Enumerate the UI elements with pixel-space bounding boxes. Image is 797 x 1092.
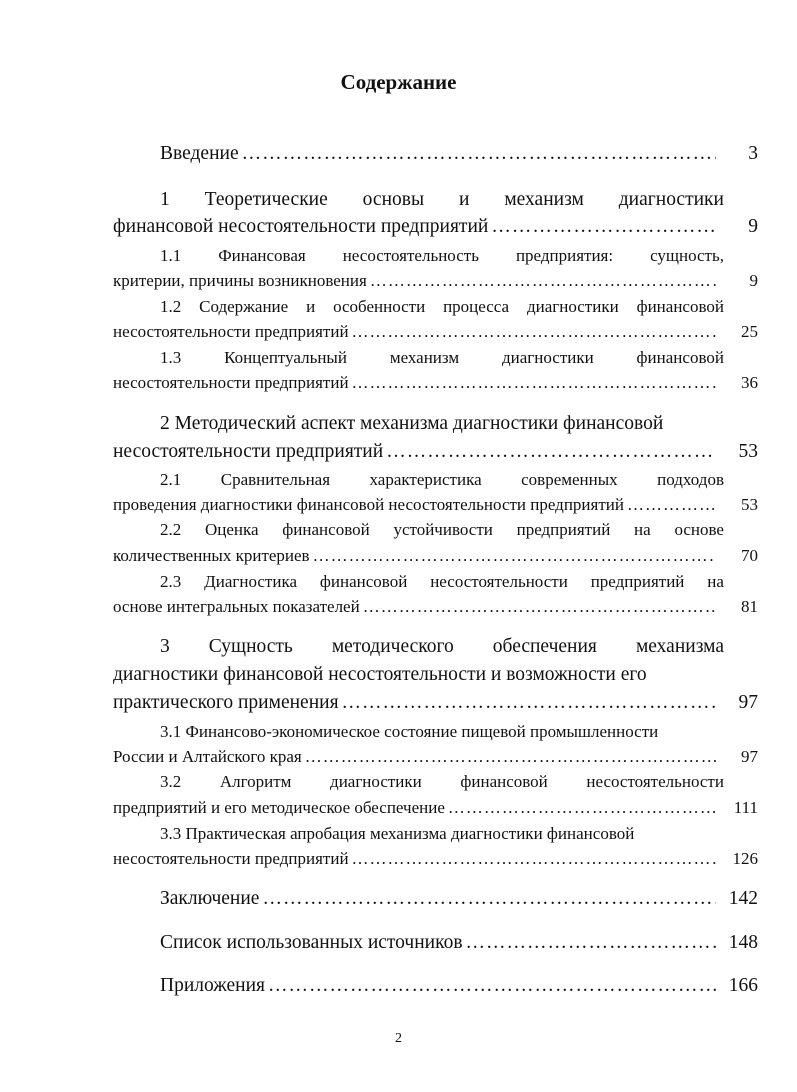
toc-sources[interactable] bbox=[160, 932, 724, 954]
toc-s22-page: 70 bbox=[741, 546, 758, 565]
w: и bbox=[306, 297, 316, 316]
toc-ch1-page: 9 bbox=[748, 216, 758, 237]
toc-intro[interactable] bbox=[160, 143, 724, 165]
w: методического bbox=[331, 636, 454, 657]
w: характеристика bbox=[369, 470, 482, 489]
toc-ch2-text: несостоятельности предприятий bbox=[113, 441, 384, 462]
w: 3.2 bbox=[160, 772, 182, 791]
toc-s13-text: несостоятельности предприятий bbox=[113, 373, 349, 392]
toc-s12-page: 25 bbox=[741, 322, 758, 341]
toc-s33-line2[interactable] bbox=[113, 849, 724, 869]
toc-ch3-line1[interactable] bbox=[160, 636, 724, 658]
w: финансовой bbox=[282, 520, 370, 539]
toc-s11-line2[interactable] bbox=[113, 271, 724, 291]
toc-intro-page: 3 bbox=[748, 143, 758, 164]
w: Финансовая bbox=[218, 246, 306, 265]
w: 1 bbox=[160, 189, 170, 210]
w: финансовой bbox=[636, 297, 724, 316]
toc-s23-line1[interactable] bbox=[160, 572, 724, 592]
w: 2.1 bbox=[160, 470, 182, 489]
toc-s21-line2[interactable] bbox=[113, 495, 724, 515]
toc-s12-line2[interactable] bbox=[113, 322, 724, 342]
w: Алгоритм bbox=[219, 772, 292, 791]
w: 2.2 bbox=[160, 520, 182, 539]
toc-ch3-line2[interactable]: диагностики финансовой несостоятельности и возможности его bbox=[113, 664, 647, 685]
w: диагностики bbox=[330, 772, 422, 791]
w: и bbox=[458, 189, 470, 210]
w: несостоятельности bbox=[430, 572, 568, 591]
toc-s21-page: 53 bbox=[741, 495, 758, 514]
w: подходов bbox=[657, 470, 724, 489]
w: современных bbox=[521, 470, 618, 489]
toc-s23-text: основе интегральных показателей bbox=[113, 597, 360, 616]
toc-sources-text: Список использованных источников bbox=[160, 932, 463, 953]
w: 1.1 bbox=[160, 246, 182, 265]
w: финансовой bbox=[636, 348, 724, 367]
w: несостоятельности bbox=[586, 772, 724, 791]
toc-s12-text: несостоятельности предприятий bbox=[113, 322, 349, 341]
toc-s31-line2[interactable] bbox=[113, 747, 724, 767]
toc-s21-line1[interactable] bbox=[160, 470, 724, 490]
w: Теоретические bbox=[204, 189, 328, 210]
toc-sources-page: 148 bbox=[728, 932, 758, 953]
toc-conclusion-page: 142 bbox=[728, 888, 758, 909]
w: Содержание bbox=[199, 297, 289, 316]
toc-s11-line1[interactable] bbox=[160, 246, 724, 266]
toc-s22-line2[interactable] bbox=[113, 546, 724, 566]
toc-s33-page: 126 bbox=[732, 849, 758, 868]
toc-s12-line1[interactable] bbox=[160, 297, 724, 317]
toc-s23-line2[interactable] bbox=[113, 597, 724, 617]
toc-s31-text: России и Алтайского края bbox=[113, 747, 302, 766]
w: 1.2 bbox=[160, 297, 182, 316]
w: предприятий bbox=[516, 520, 611, 539]
w: финансовой bbox=[319, 572, 408, 591]
w: механизма bbox=[635, 636, 724, 657]
w: диагностики bbox=[526, 297, 619, 316]
toc-s11-page: 9 bbox=[749, 271, 758, 290]
toc-s32-text: предприятий и его методическое обеспечение bbox=[113, 798, 445, 817]
w: на bbox=[634, 520, 651, 539]
w: 1.3 bbox=[160, 348, 182, 367]
w: основе bbox=[674, 520, 724, 539]
toc-s13-line1[interactable] bbox=[160, 348, 724, 368]
w: механизм bbox=[389, 348, 460, 367]
toc-ch2-line1[interactable]: 2 Методический аспект механизма диагностики финансовой bbox=[160, 413, 664, 434]
w: сущность, bbox=[650, 246, 724, 265]
toc-conclusion-text: Заключение bbox=[160, 888, 260, 909]
toc-ch1-line2[interactable] bbox=[113, 216, 724, 238]
toc-appendix[interactable] bbox=[160, 975, 724, 997]
toc-ch1-line1[interactable] bbox=[160, 189, 724, 211]
toc-intro-text: Введение bbox=[160, 143, 239, 164]
w: на bbox=[707, 572, 724, 591]
w: 2.3 bbox=[160, 572, 182, 591]
toc-ch3-page: 97 bbox=[738, 692, 758, 713]
toc-s33-line1[interactable]: 3.3 Практическая апробация механизма диагностики финансовой bbox=[160, 824, 635, 843]
toc-s13-line2[interactable] bbox=[113, 373, 724, 393]
w: механизм bbox=[504, 189, 584, 210]
toc-ch3-line3[interactable] bbox=[113, 692, 724, 714]
w: процесса bbox=[443, 297, 510, 316]
toc-s32-line1[interactable] bbox=[160, 772, 724, 792]
toc-ch2-line2[interactable] bbox=[113, 441, 724, 463]
w: Сущность bbox=[208, 636, 293, 657]
toc-s32-page: 111 bbox=[733, 798, 758, 817]
w: Оценка bbox=[204, 520, 259, 539]
toc-ch2-page: 53 bbox=[738, 441, 758, 462]
toc-conclusion[interactable] bbox=[160, 888, 724, 910]
toc-ch3-text: практического применения bbox=[113, 692, 339, 713]
toc-s22-text: количественных критериев bbox=[113, 546, 310, 565]
toc-s11-text: критерии, причины возникновения bbox=[113, 271, 367, 290]
w: устойчивости bbox=[393, 520, 493, 539]
toc-ch1-text: финансовой несостоятельности предприятий bbox=[113, 216, 489, 237]
toc-s33-text: несостоятельности предприятий bbox=[113, 849, 349, 868]
w: диагностики bbox=[618, 189, 724, 210]
page-title: Содержание bbox=[340, 70, 457, 94]
toc-s21-text: проведения диагностики финансовой несостоятельности предприятий bbox=[113, 495, 624, 514]
w: предприятия: bbox=[515, 246, 614, 265]
w: несостоятельность bbox=[342, 246, 479, 265]
w: предприятий bbox=[590, 572, 685, 591]
w: особенности bbox=[333, 297, 426, 316]
w: основы bbox=[362, 189, 425, 210]
toc-s23-page: 81 bbox=[741, 597, 758, 616]
toc-s31-line1[interactable]: 3.1 Финансово-экономическое состояние пищевой промышленности bbox=[160, 722, 659, 741]
toc-appendix-text: Приложения bbox=[160, 975, 265, 996]
page-number: 2 bbox=[395, 1031, 402, 1046]
w: Концептуальный bbox=[224, 348, 347, 367]
w: Диагностика bbox=[204, 572, 297, 591]
w: 3 bbox=[160, 636, 170, 657]
toc-appendix-page: 166 bbox=[728, 975, 758, 996]
toc-s32-line2[interactable] bbox=[113, 798, 724, 818]
w: Сравнительная bbox=[220, 470, 331, 489]
toc-s13-page: 36 bbox=[741, 373, 758, 392]
toc-s31-page: 97 bbox=[741, 747, 758, 766]
toc-s22-line1[interactable] bbox=[160, 520, 724, 540]
w: диагностики bbox=[501, 348, 594, 367]
w: обеспечения bbox=[492, 636, 597, 657]
w: финансовой bbox=[460, 772, 548, 791]
